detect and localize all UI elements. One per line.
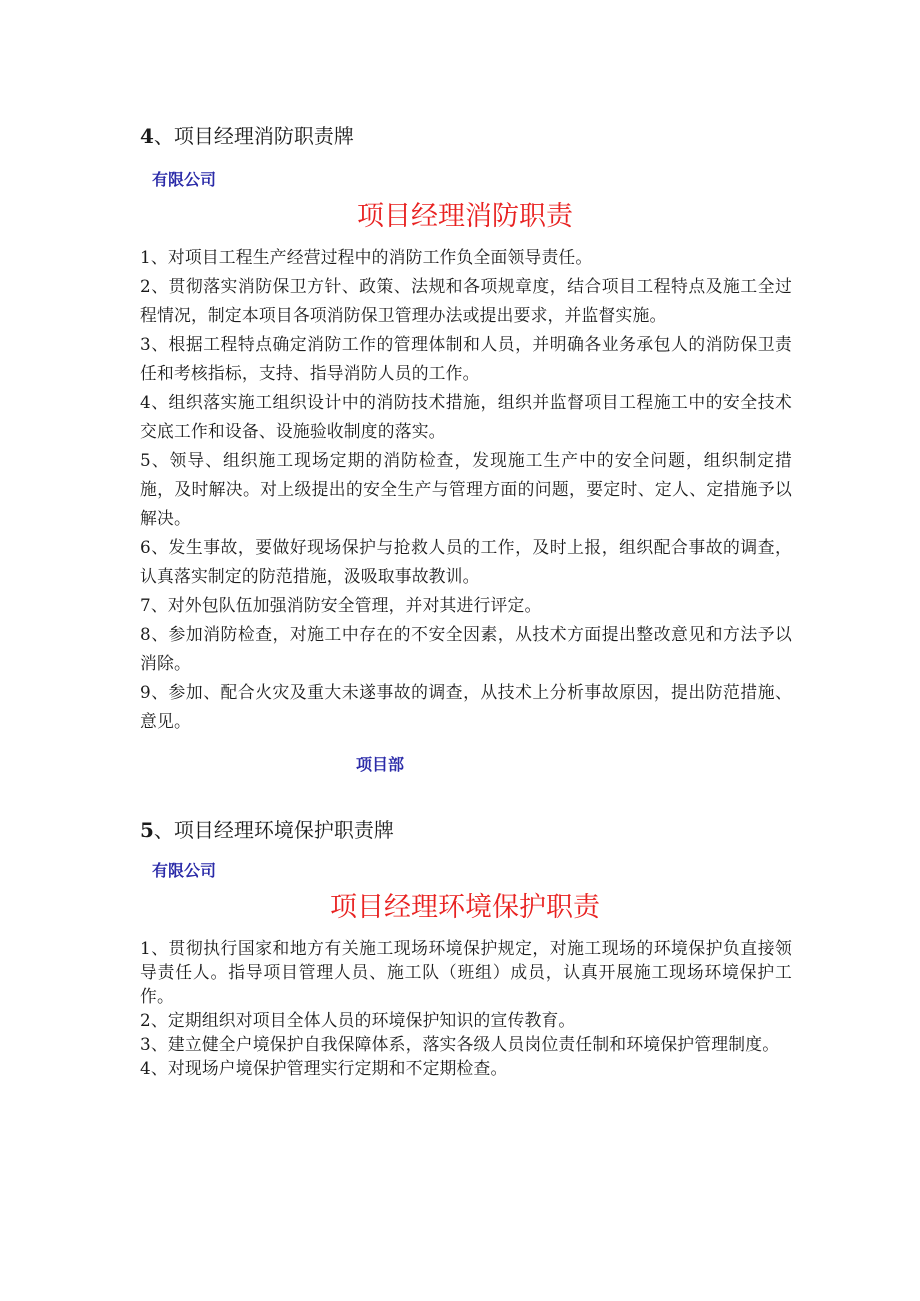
duty-item: 4、对现场户境保护管理实行定期和不定期检查。	[140, 1058, 508, 1078]
section-title: 、项目经理环境保护职责牌	[153, 818, 394, 842]
duty-item: 2、贯彻落实消防保卫方针、政策、法规和各项规章度，结合项目工程特点及施工全过程情况，制定本项目各项消防保卫管理办法或提出要求，并监督实施。	[140, 276, 792, 325]
duty-item: 8、参加消防检查，对施工中存在的不安全因素，从技术方面提出整改意见和方法予以消除。	[140, 624, 792, 673]
duty-list-fire	[140, 243, 792, 736]
duty-item: 7、对外包队伍加强消防安全管理，并对其进行评定。	[140, 595, 542, 615]
department-signature: 项目部	[356, 755, 405, 774]
duty-item: 1、贯彻执行国家和地方有关施工现场环境保护规定，对施工现场的环境保护负直接领导责任人。指导项目管理人员、施工队（班组）成员，认真开展施工现场环境保护工作。	[140, 938, 792, 1006]
duty-item: 3、根据工程特点确定消防工作的管理体制和人员，并明确各业务承包人的消防保卫责任和考核指标，支持、指导消防人员的工作。	[140, 334, 792, 383]
duty-list-environment	[140, 936, 792, 1080]
duty-item: 1、对项目工程生产经营过程中的消防工作负全面领导责任。	[140, 247, 593, 267]
duty-item: 6、发生事故，要做好现场保护与抢救人员的工作，及时上报，组织配合事故的调查，认真落实制定的防范措施，汲吸取事故教训。	[140, 537, 792, 586]
duty-item: 9、参加、配合火灾及重大未遂事故的调查，从技术上分析事故原因，提出防范措施、意见。	[140, 682, 792, 731]
board-title-environment: 项目经理环境保护职责	[330, 892, 600, 923]
company-name: 有限公司	[152, 861, 217, 880]
board-title-fire: 项目经理消防职责	[357, 201, 573, 232]
duty-item: 5、领导、组织施工现场定期的消防检查，发现施工生产中的安全问题，组织制定措施，及时解决。对上级提出的安全生产与管理方面的问题，要定时、定人、定措施予以解决。	[140, 450, 792, 528]
duty-item: 4、组织落实施工组织设计中的消防技术措施，组织并监督项目工程施工中的安全技术交底工作和设备、设施验收制度的落实。	[140, 392, 792, 441]
duty-item: 2、定期组织对项目全体人员的环境保护知识的宣传教育。	[140, 1010, 576, 1030]
section-number: 5	[140, 818, 154, 842]
section-title: 、项目经理消防职责牌	[153, 124, 354, 148]
duty-item: 3、建立健全户境保护自我保障体系，落实各级人员岗位责任制和环境保护管理制度。	[140, 1034, 780, 1054]
section-heading-5	[140, 816, 394, 844]
section-heading-4	[140, 122, 354, 150]
company-name: 有限公司	[152, 170, 217, 189]
section-number: 4	[140, 124, 154, 148]
